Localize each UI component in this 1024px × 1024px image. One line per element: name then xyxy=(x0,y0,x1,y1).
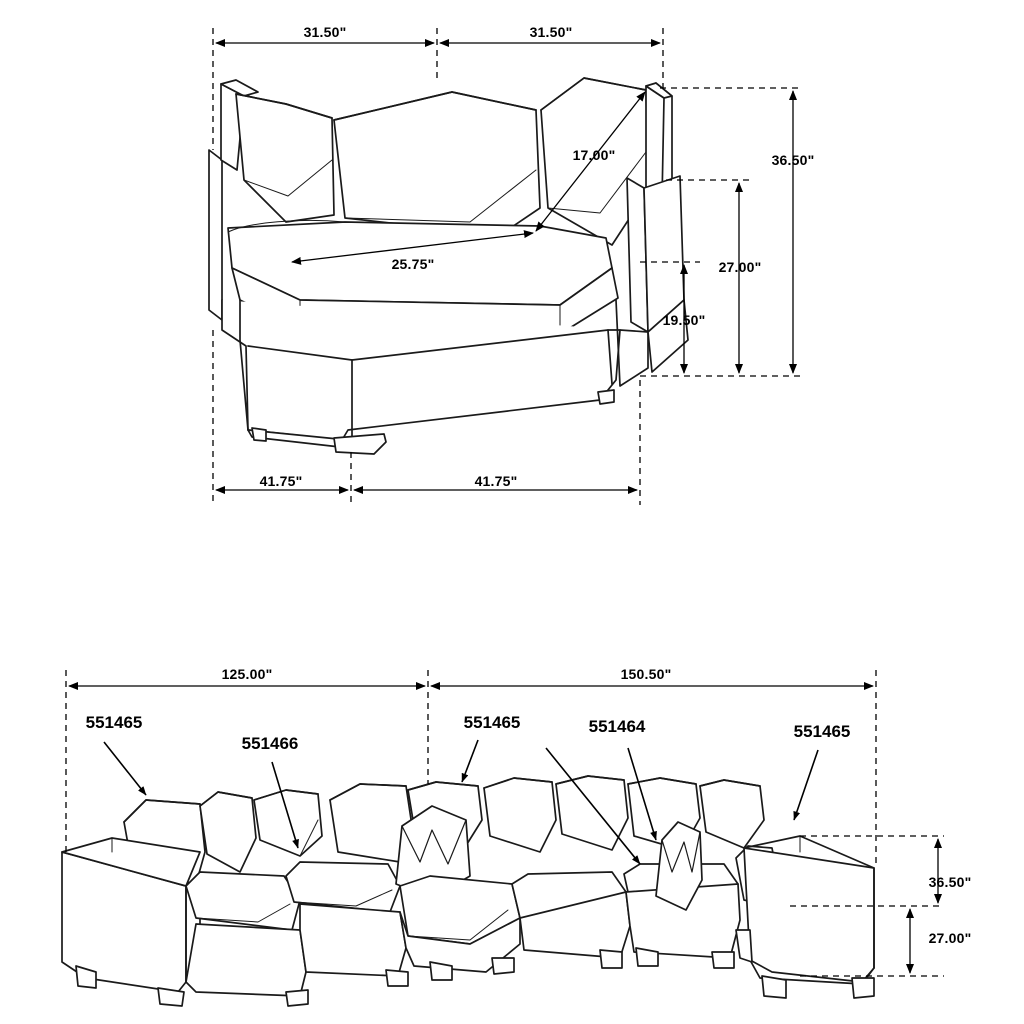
callout-sku-left-armless: 551466 xyxy=(241,734,299,753)
callout-sku-corner-left: 551465 xyxy=(463,713,521,732)
callout-sku-center: 551464 xyxy=(588,717,646,736)
dimension-label-overall-width-left: 125.00" xyxy=(221,666,273,682)
dimension-label-arm-height-bottom: 27.00" xyxy=(928,930,972,946)
full-sectional-drawing xyxy=(62,776,874,1006)
dimension-label-bottom-width-left: 41.75" xyxy=(259,473,303,489)
dimension-label-back-cushion-depth: 17.00" xyxy=(572,147,616,163)
callout-sku-right-armchair: 551465 xyxy=(793,722,851,741)
dimension-label-seat-depth: 25.75" xyxy=(391,256,435,272)
callout-sku-left-armchair: 551465 xyxy=(85,713,143,732)
dimension-label-seat-height-top: 19.50" xyxy=(662,312,706,328)
corner-chair-drawing xyxy=(209,78,688,454)
dimension-label-top-width-left: 31.50" xyxy=(303,24,347,40)
dimension-label-overall-height-bottom: 36.50" xyxy=(928,874,972,890)
dimension-label-arm-height-top: 27.00" xyxy=(718,259,762,275)
dimension-label-bottom-width-right: 41.75" xyxy=(474,473,518,489)
dimension-label-overall-width-right: 150.50" xyxy=(620,666,672,682)
dimension-label-overall-height-top: 36.50" xyxy=(771,152,815,168)
dimension-label-top-width-right: 31.50" xyxy=(529,24,573,40)
